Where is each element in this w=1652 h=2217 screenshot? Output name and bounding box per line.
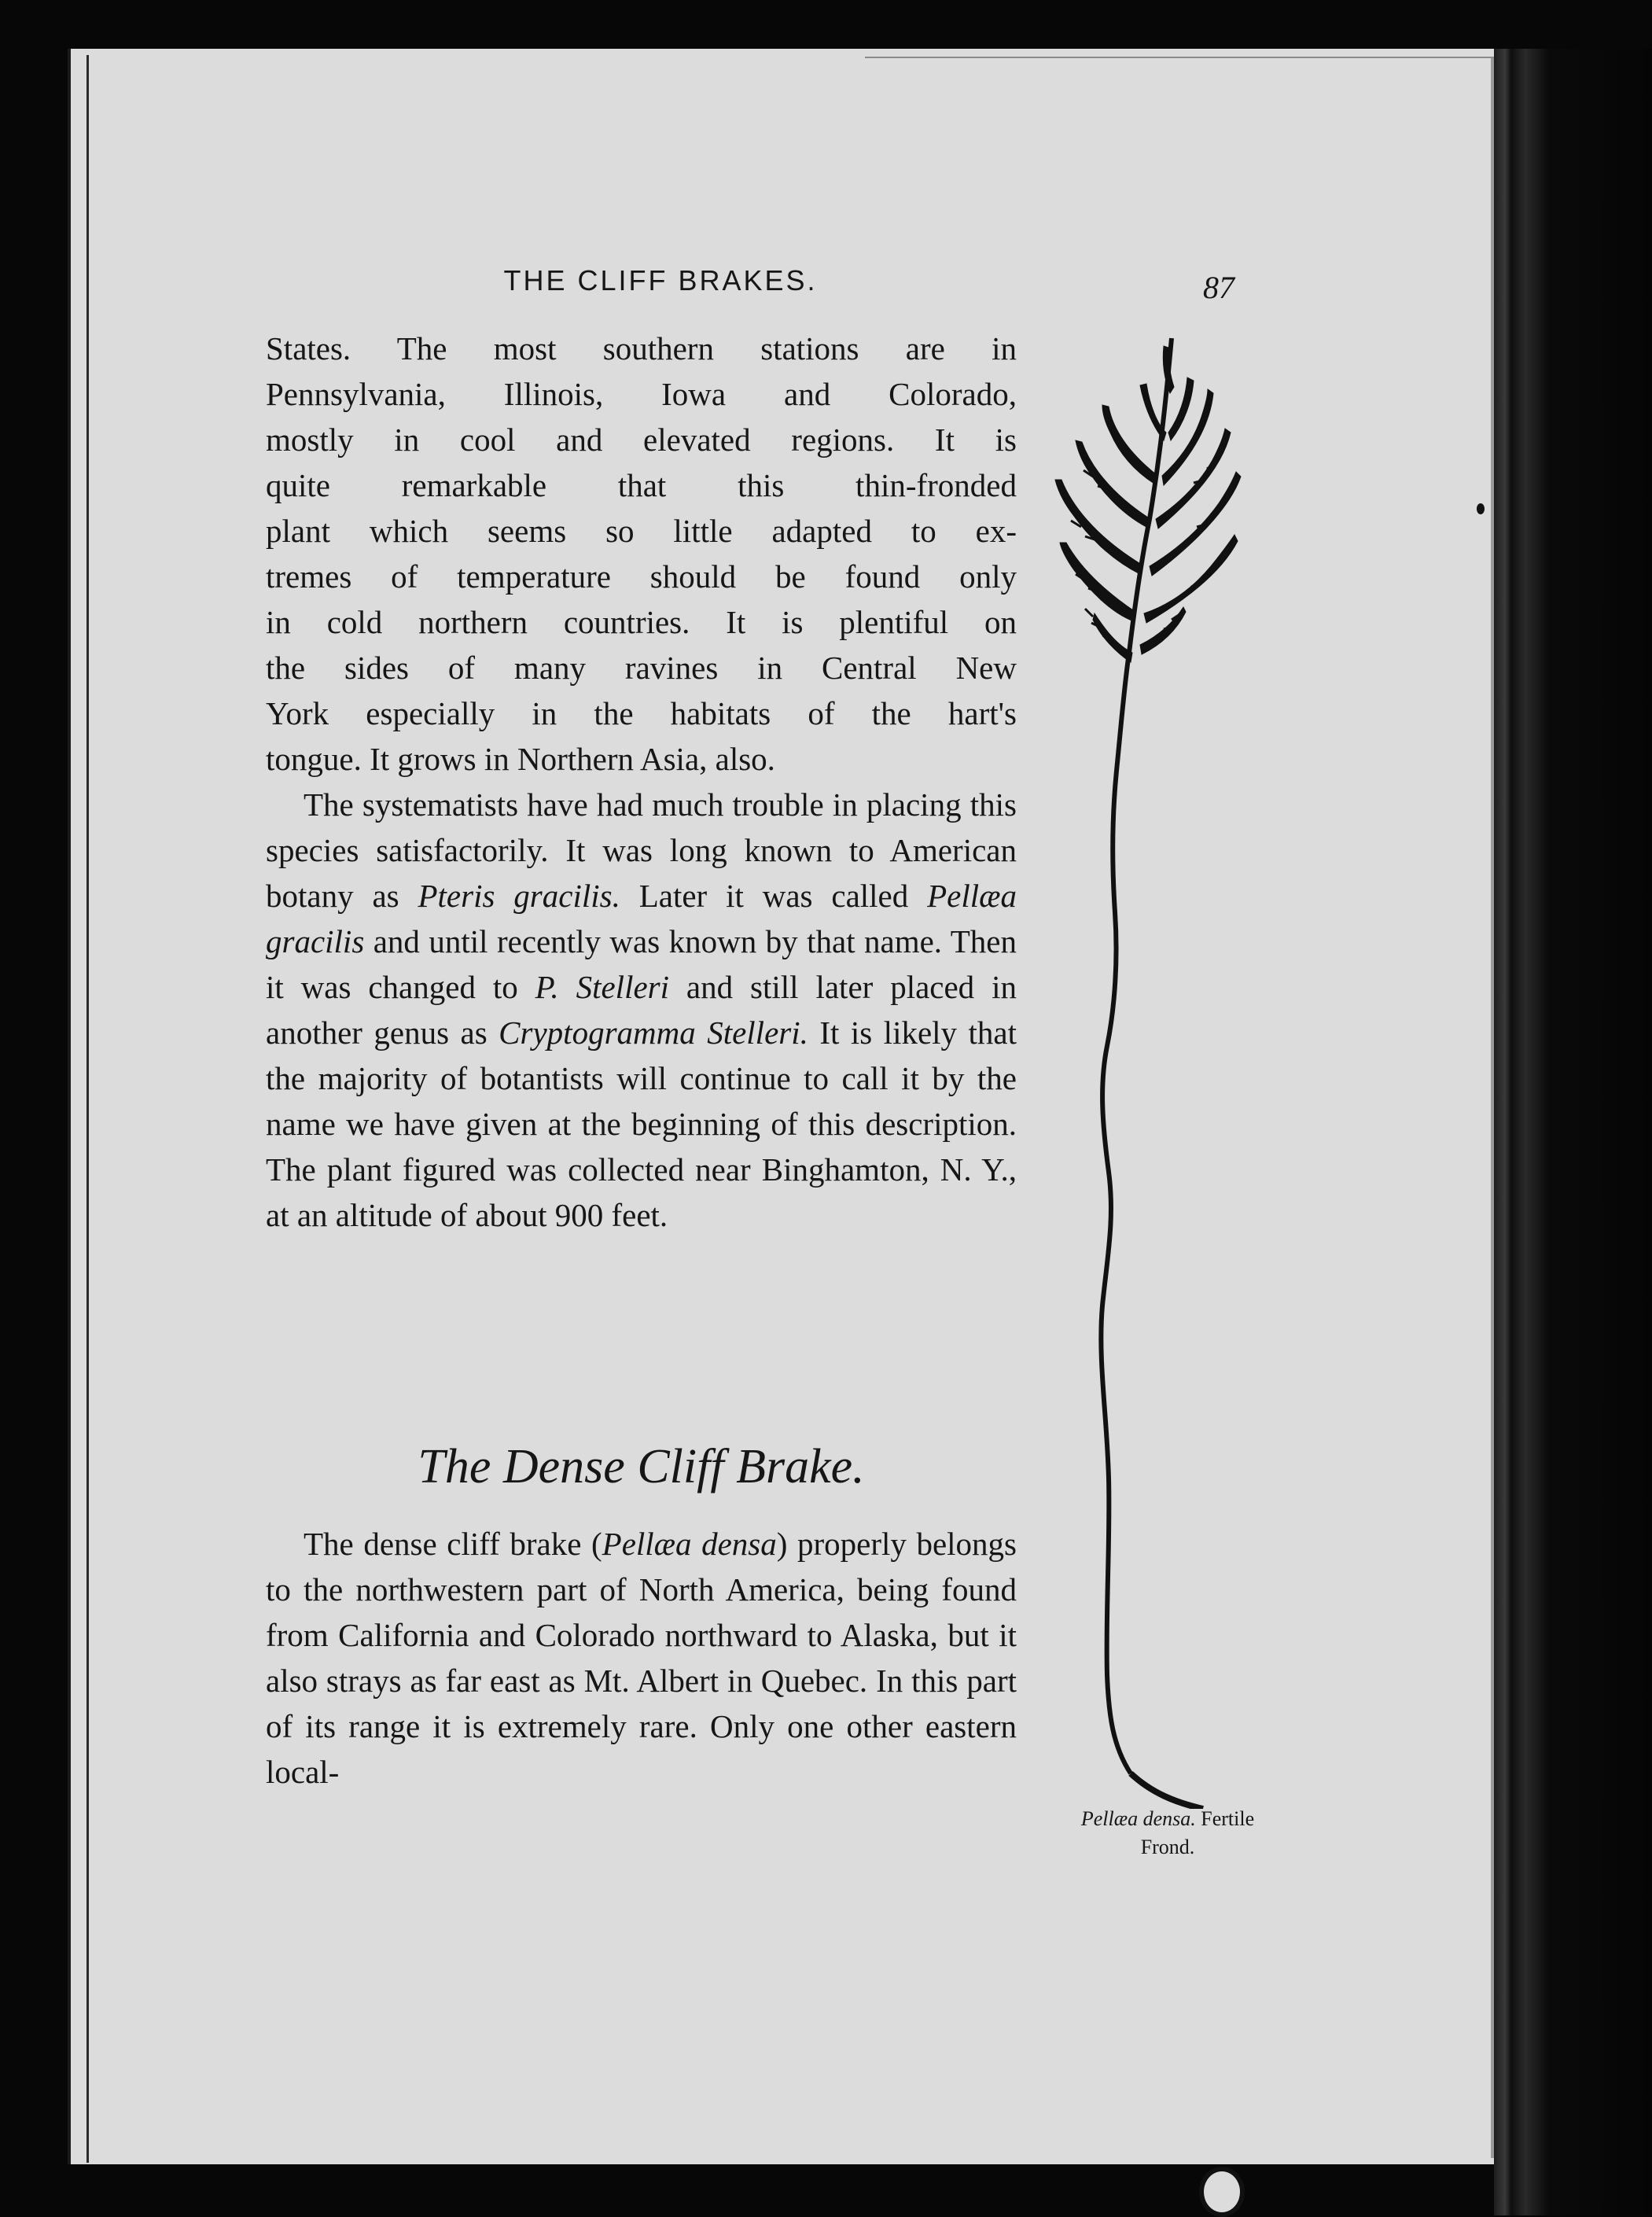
text-line: quite remarkable that this thin-fronded: [266, 467, 1017, 503]
paragraph-systematists: The systematists have had much trouble in placing this species satisfactorily. It was long known to American botany as Pteris gracilis. Later it was called Pellæa gracilis and until recently was known by that name. Then it was changed to P. Stelleri and still later placed in another genus as Cryptogramma Stelleri. It is likely that the majority of botantists will continue to call it by the name we have given at the beginning of this description. The plant figured was collected near Binghamton, N. Y., at an altitude of about 900 feet.: [266, 786, 1017, 1233]
text-line: plant which seems so little adapted to ex-: [266, 513, 1017, 549]
page-gutter-line: [86, 55, 89, 2163]
book-binding-edge: [1494, 49, 1652, 2215]
text-line: States. The most southern stations are in: [266, 330, 1017, 366]
text-line: tongue. It grows in Northern Asia, also.: [266, 741, 775, 777]
body-text-bottom: [266, 1521, 1017, 1795]
running-head: THE CLIFF BRAKES.: [503, 264, 818, 296]
section-title: The Dense Cliff Brake.: [418, 1440, 865, 1493]
paragraph-continued: [266, 326, 1017, 782]
body-text-top: [266, 326, 1017, 1238]
text-line: the sides of many ravines in Central New: [266, 650, 1017, 686]
page-top-edge: [865, 57, 1494, 58]
text-line: York especially in the habitats of the hart's: [266, 695, 1017, 731]
figure-caption: [1034, 1805, 1301, 1862]
caption-line-1: Pellæa densa. Fertile: [1080, 1807, 1255, 1830]
caption-line-2: Frond.: [1140, 1836, 1195, 1858]
text-line: Pennsylvania, Illinois, Iowa and Colorado,: [266, 376, 1017, 412]
text-line: tremes of temperature should be found only: [266, 558, 1017, 595]
text-line: in cold northern countries. It is plentiful on: [266, 604, 1017, 640]
text-line: mostly in cool and elevated regions. It is: [266, 422, 1017, 458]
page-speck: [1477, 503, 1485, 514]
page-number: 87: [1203, 270, 1234, 305]
fern-frond-illustration: [1014, 315, 1313, 1809]
page-corner-smudge: [1199, 2167, 1245, 2217]
paragraph-dense-cliff-brake: The dense cliff brake (Pellæa densa) properly belongs to the northwestern part of North America, being found from California and Colorado northward to Alaska, but it also strays as far east as Mt. Albert in Quebec. In this part of its range it is extremely rare. Only one other eastern local-: [266, 1526, 1017, 1790]
